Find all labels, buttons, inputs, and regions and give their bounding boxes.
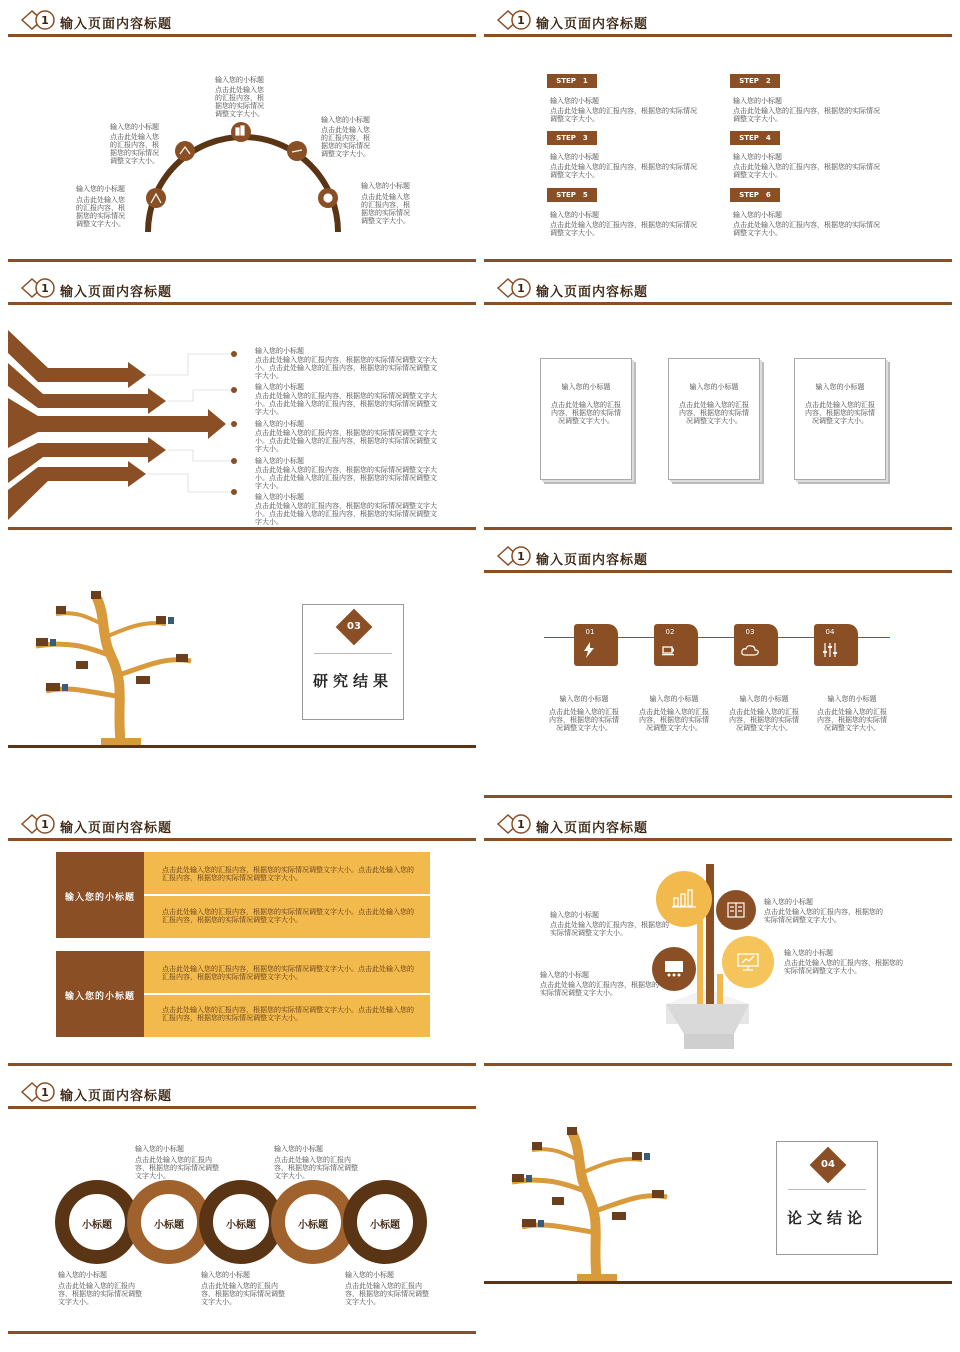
section-number: 03 — [347, 621, 361, 632]
book-tree-illustration — [16, 586, 206, 746]
book-tree-illustration — [492, 1122, 682, 1282]
slide-header — [484, 0, 952, 40]
page-title: 输入页面内容标题 — [536, 553, 649, 568]
svg-text:1: 1 — [41, 14, 49, 27]
lightning-icon — [582, 642, 596, 658]
slide-arrows: 1 输入页面内容标题 输入您的小标题 点击此处输入您的汇报内容，根据您的实际情况调整文字大小。点击此处输入您的汇报内容，根据您的实际情况调整文字大小。 输入您的小标题 点击此处输入您的汇报内容，根据您的实际情况调整文字大小。点击此处输入您的汇报内容，根据您的实际情况调整文字大小。 输入您的小标题 点击此处输入您的汇报内容，根据您的实际情况调整文字大小。点击此处输入您的汇报内容，根据您的实际情况调整文字大小。 输入您的小标题 点击此处输入您的汇报内容，根据您的实际情况调整文字大小。点击此处输入您的汇报内容，根据您的实际情况调整文字大小。 输入您的小标题 点击此处输入您的汇报内容，根据您的实际情况调整文字大小。点击此处输入您的汇报内容，根据您的实际情况调整文字大小。 — [8, 268, 476, 530]
slide-rings: 1 输入页面内容标题 小标题 小标题 小标题 小标题 小标题 输入您的小标题 点击此处输入您的汇报内容，根据您的实际情况调整文字大小。 输入您的小标题 点击此处输入您的汇报内容，根据您的实际情况调整文字大小。 输入您的小标题 点击此处输入您的汇报内容，根据您的实际情况调整文字大小。 输入您的小标题 点击此处输入您的汇报内容，根据您的实际情况调整文字大小。 输入您的小标题 点击此处输入您的汇报内容，根据您的实际情况调整文字大小。 — [8, 1072, 476, 1334]
slide-section-03 — [8, 536, 476, 798]
svg-text:1: 1 — [517, 282, 525, 295]
page-title: 输入页面内容标题 — [536, 285, 649, 300]
slide-arc: 1 输入页面内容标题 输入您的小标题 点击此处输入您的汇报内容，根据您的实际情况调整文字大小。 输入您的小标题 点击此处输入您的汇报内容，根据您的实际情况调整文字大小。 输入您的小标题 点击此处输入您的汇报内容，根据您的实际情况调整文字大小。 输入您的小标题 点击此处输入您的汇报内容，根据您的实际情况调整文字大小。 输入您的小标题 点击此处输入您的汇报内容，根据您的实际情况调整文字大小。 — [8, 0, 476, 262]
book-icon — [727, 902, 745, 918]
cloud-icon — [741, 644, 759, 656]
diamond-number-icon — [494, 8, 534, 32]
section-title: 研究结果 — [312, 672, 393, 690]
slide-header — [8, 804, 476, 844]
monitor-icon — [737, 952, 759, 972]
ring-label: 小标题 — [298, 1220, 328, 1231]
diamond-number-icon — [494, 276, 534, 300]
slide-bubble-tree: 1 输入页面内容标题 输入您的小标题 点击此处输入您的汇报内容，根据您的实际情况调整文字大小。 输入您的小标题 点击此处输入您的汇报内容，根据您的实际情况调整文字大小。 输入您的小标题 点击此处输入您的汇报内容，根据您的实际情况调整文字大小。 输入您的小标题 点击此处输入您的汇报内容，根据您的实际情况调整文字大小。 — [484, 804, 952, 1066]
step-badge-3: STEP 3 — [547, 131, 597, 145]
svg-text:1: 1 — [41, 282, 49, 295]
page-title: 输入页面内容标题 — [536, 821, 649, 836]
presentation-icon — [664, 960, 684, 978]
sliders-icon — [822, 642, 838, 658]
slide-header — [484, 268, 952, 308]
section-title: 论文结论 — [786, 1209, 867, 1227]
page-title: 输入页面内容标题 — [60, 17, 173, 32]
slide-steps: 1 输入页面内容标题 STEP 1 输入您的小标题 点击此处输入您的汇报内容，根据您的实际情况调整文字大小。 STEP 2 输入您的小标题 点击此处输入您的汇报内容，根据您的实际情况调整文字大小。 STEP 3 输入您的小标题 点击此处输入您的汇报内容，根据您的实际情况调整文字大小。 STEP 4 输入您的小标题 点击此处输入您的汇报内容，根据您的实际情况调整文字大小。 STEP 5 输入您的小标题 点击此处输入您的汇报内容，根据您的实际情况调整文字大小。 STEP 6 输入您的小标题 点击此处输入您的汇报内容，根据您的实际情况调整文字大小。 — [484, 0, 952, 262]
svg-text:1: 1 — [41, 1086, 49, 1099]
svg-text:1: 1 — [41, 818, 49, 831]
svg-text:1: 1 — [517, 818, 525, 831]
slide-timeline: 1 输入页面内容标题 01 02 03 04 输入您的小标题 点击此处输入您的汇报内容，根据您的实际情况调整文字大小。 输入您的小标题 点击此处输入您的汇报内容，根据您的实际情况调整文字大小。 输入您的小标题 点击此处输入您的汇报内容，根据您的实际情况调整文字大小。 输入您的小标题 点击此处输入您的汇报内容，根据您的实际情况调整文字大小。 — [484, 536, 952, 798]
section-number: 04 — [821, 1159, 835, 1170]
diamond-number-icon — [494, 544, 534, 568]
coffee-icon — [661, 643, 677, 657]
arc-subtitle-top: 输入您的小标题 — [215, 76, 264, 84]
svg-text:1: 1 — [517, 550, 525, 563]
step-badge-1: STEP 1 — [547, 74, 597, 88]
page-title: 输入页面内容标题 — [536, 17, 649, 32]
ring-label: 小标题 — [370, 1220, 400, 1231]
page-title: 输入页面内容标题 — [60, 1089, 173, 1104]
diamond-number-icon — [18, 812, 58, 836]
step-badge-5: STEP 5 — [547, 188, 597, 202]
slide-table: 1 输入页面内容标题 输入您的小标题 点击此处输入您的汇报内容，根据您的实际情况调整文字大小。点击此处输入您的汇报内容，根据您的实际情况调整文字大小。 点击此处输入您的汇报内容，根据您的实际情况调整文字大小。点击此处输入您的汇报内容，根据您的实际情况调整文字大小。 输入您的小标题 点击此处输入您的汇报内容，根据您的实际情况调整文字大小。点击此处输入您的汇报内容，根据您的实际情况调整文字大小。 点击此处输入您的汇报内容，根据您的实际情况调整文字大小。点击此处输入您的汇报内容，根据您的实际情况调整文字大小。 — [8, 804, 476, 1066]
ring-label: 小标题 — [82, 1220, 112, 1231]
page-title: 输入页面内容标题 — [60, 821, 173, 836]
step-badge-6: STEP 6 — [730, 188, 780, 202]
slide-section-04 — [484, 1072, 952, 1334]
svg-text:1: 1 — [517, 14, 525, 27]
ring-label: 小标题 — [226, 1220, 256, 1231]
slide-cards: 1 输入页面内容标题 输入您的小标题 点击此处输入您的汇报内容，根据您的实际情况调整文字大小。 输入您的小标题 点击此处输入您的汇报内容，根据您的实际情况调整文字大小。 输入您的小标题 点击此处输入您的汇报内容，根据您的实际情况调整文字大小。 — [484, 268, 952, 530]
page-title: 输入页面内容标题 — [60, 285, 173, 300]
bar-chart-icon — [672, 888, 696, 908]
step-badge-4: STEP 4 — [730, 131, 780, 145]
ring-label: 小标题 — [154, 1220, 184, 1231]
step-badge-2: STEP 2 — [730, 74, 780, 88]
slide-header — [484, 536, 952, 576]
